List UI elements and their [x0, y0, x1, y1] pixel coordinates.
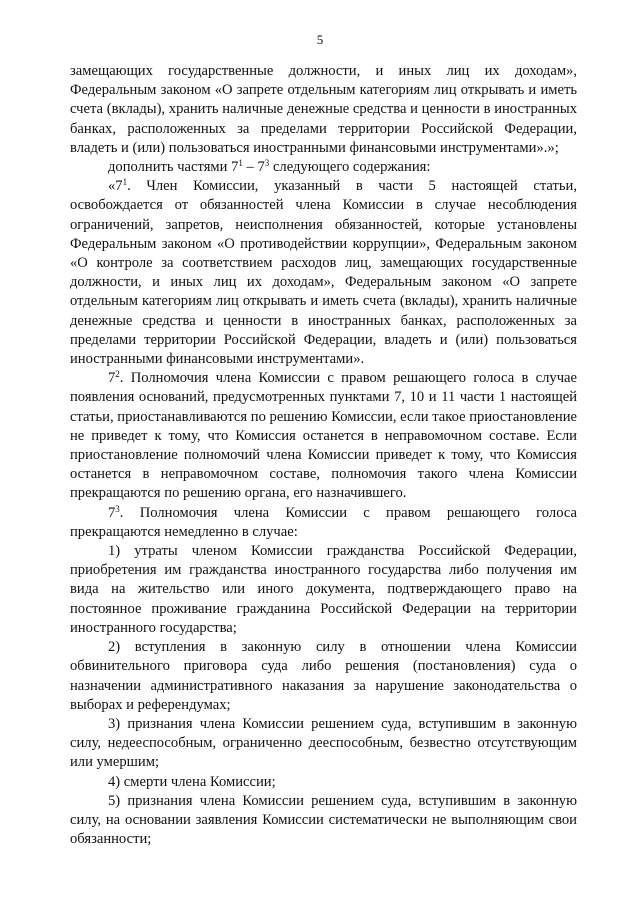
- paragraph: 3) признания члена Комиссии решением суда, вступившим в законную силу, недееспособным, ограниченно дееспособным, безвестно отсутствующим или умершим;: [70, 715, 577, 771]
- document-body: [70, 62, 577, 849]
- superscript: 3: [115, 503, 120, 514]
- page-number: 5: [316, 32, 324, 47]
- text-run: . Член Комиссии, указанный в части 5 настоящей статьи, освобождается от обязанностей члена Комиссии в случае несоблюдения ограничений, запретов, неисполнения обязанностей, которые установлены Федеральным законом «О противодействии коррупции», Федеральным законом «О контроле за соответствием расходов лиц, замещающих государственные должности, и иных лиц их доходам», Федеральным законом «О запрете отдельным категориям лиц открывать и иметь счета (вклады), хранить наличные денежные средства и ценности в иностранных банках, расположенных за пределами территории Российской Федерации, владеть и (или) пользоваться иностранными финансовыми инструментами».: [70, 178, 577, 368]
- text-run: «7: [108, 178, 123, 195]
- text-run: 7: [108, 370, 116, 387]
- paragraph: 2) вступления в законную силу в отношении члена Комиссии обвинительного приговора суда либо решения (постановления) суда о назначении административного наказания за нарушение законодательства о выборах и референдумах;: [70, 639, 577, 713]
- superscript: 3: [264, 158, 270, 169]
- paragraph: 4) смерти члена Комиссии;: [108, 773, 276, 790]
- paragraph: [70, 504, 577, 542]
- superscript: 2: [115, 369, 120, 380]
- text-run: следующего содержания:: [269, 159, 431, 176]
- paragraph: 5) признания члена Комиссии решением суда, вступившим в законную силу, на основании заявления Комиссии систематически не выполняющим свои обязанности;: [70, 792, 577, 848]
- paragraph: [70, 177, 577, 369]
- paragraph: 1) утраты членом Комиссии гражданства Российской Федерации, приобретения им гражданства иностранного государства либо получения им вида на жительство или иного документа, подтверждающего право на постоянное проживание гражданина Российской Федерации на территории иностранного государства;: [70, 543, 577, 636]
- superscript: 1: [238, 158, 243, 169]
- superscript: 1: [122, 177, 128, 188]
- text-run: . Полномочия члена Комиссии с правом решающего голоса в случае появления оснований, предусмотренных пунктами 7, 10 и 11 части 1 настоящей статьи, приостанавливаются по решению Комиссии, если такое приостановление не приведет к тому, что Комиссия останется в неправомочном составе. Если приостановление полномочий члена Комиссии приведет к тому, что Комиссия останется в неправомочном составе, полномочия такого члена Комиссии прекращаются по решению органа, его назначившего.: [70, 370, 577, 502]
- paragraph: замещающих государственные должности, и иных лиц их доходам», Федеральным законом «О запрете отдельным категориям лиц открывать и иметь счета (вклады), хранить наличные денежные средства и ценности в иностранных банках, расположенных за пределами территории Российской Федерации, владеть и (или) пользоваться иностранными финансовыми инструментами».»;: [70, 63, 577, 156]
- text-run: – 7: [242, 159, 265, 176]
- paragraph: [70, 369, 577, 503]
- text-run: дополнить частями 7: [108, 159, 239, 176]
- paragraph: [70, 158, 577, 177]
- text-run: . Полномочия члена Комиссии с правом решающего голоса прекращаются немедленно в случае:: [70, 504, 577, 540]
- text-run: 7: [108, 504, 116, 521]
